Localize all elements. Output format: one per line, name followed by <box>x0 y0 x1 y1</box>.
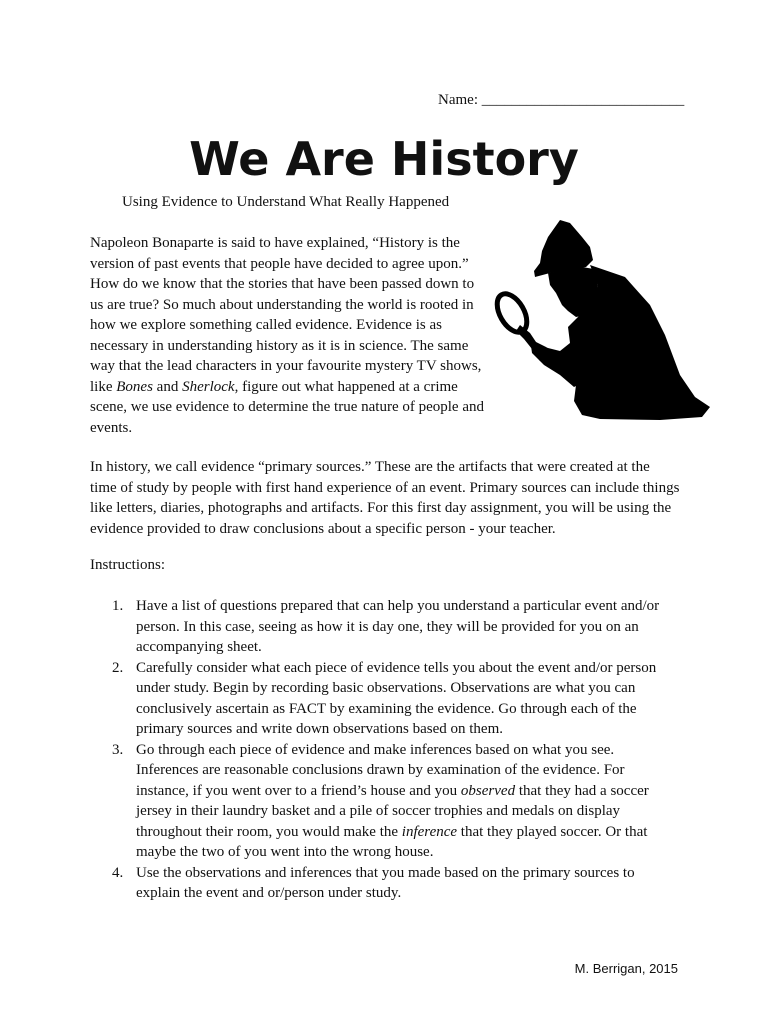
list-number: 1. <box>112 598 124 614</box>
step3-text-2: that they had a soccer jersey in their laundry basket and a pile of soccer trophies and medals on display throughout their room, you would make the <box>136 782 649 840</box>
intro-text-2: and <box>152 378 183 395</box>
intro-text-1: Napoleon Bonaparte is said to have explained, “History is the version of past events that people have decided to agree upon.” How do we know that the stories that have been passed down to us are true? So much about understanding the world is rooted in how we explore something called evidence. Evidence is as necessary in understanding history as it is in science. The same way that the lead characters in your favourite mystery TV shows, like <box>90 235 482 395</box>
intro-italic-bones: Bones <box>116 378 153 395</box>
list-number: 4. <box>112 864 124 881</box>
page-title: We Are History <box>189 132 579 186</box>
subtitle: Using Evidence to Understand What Really Happened <box>122 194 450 210</box>
step3-text-3: that they played soccer. Or that maybe the two of you went into the wrong house. <box>136 823 648 860</box>
primary-sources-paragraph: In history, we call evidence “primary sources.” These are the artifacts that were created at the time of study by people with first hand experience of an event. Primary sources can include things like letters, diaries, photographs and artifacts. For this first day assignment, you will be using the evidence provided to draw conclusions about a specific person - your teacher. <box>90 459 680 537</box>
glass-lens <box>491 289 533 337</box>
intro-paragraph <box>90 233 490 438</box>
intro-text-3: , figure out what happened at a crime scene, we use evidence to determine the true nature of people and events. <box>90 378 484 436</box>
name-line: Name: ___________________________ <box>438 92 685 108</box>
list-item-text: Have a list of questions prepared that can help you understand a particular event and/or person. In this case, seeing as how it is day one, they will be provided for you on an accompanying sheet. <box>136 598 660 655</box>
instructions-heading: Instructions: <box>90 557 165 573</box>
step3-italic-inference: inference <box>401 823 458 840</box>
footer-credit: M. Berrigan, 2015 <box>574 961 678 976</box>
list-item <box>90 863 680 904</box>
list-item <box>90 596 680 658</box>
detective-magnifying-glass-icon <box>490 215 715 425</box>
list-item <box>90 658 680 740</box>
list-item-text: Carefully consider what each piece of evidence tells you about the event and/or person under study. Begin by recording basic observations. Observations are what you can conclusively ascertain as FACT by examining the evidence. Go through each of the primary sources and write down observations based on them. <box>136 659 657 737</box>
step3-text-1: Go through each piece of evidence and make inferences based on what you see. Inferences are reasonable conclusions drawn by examination of the evidence. For instance, if you went over to a friend’s house and you <box>136 741 625 799</box>
intro-italic-sherlock: Sherlock <box>182 378 235 395</box>
list-item-text <box>136 742 649 861</box>
list-item <box>90 740 680 863</box>
list-number: 2. <box>112 659 124 676</box>
instructions-list <box>90 596 680 904</box>
step3-italic-observed: observed <box>460 782 516 799</box>
list-number: 3. <box>112 741 124 758</box>
list-item-text: Use the observations and inferences that you made based on the primary sources to explain the event and or/person under study. <box>136 864 635 901</box>
